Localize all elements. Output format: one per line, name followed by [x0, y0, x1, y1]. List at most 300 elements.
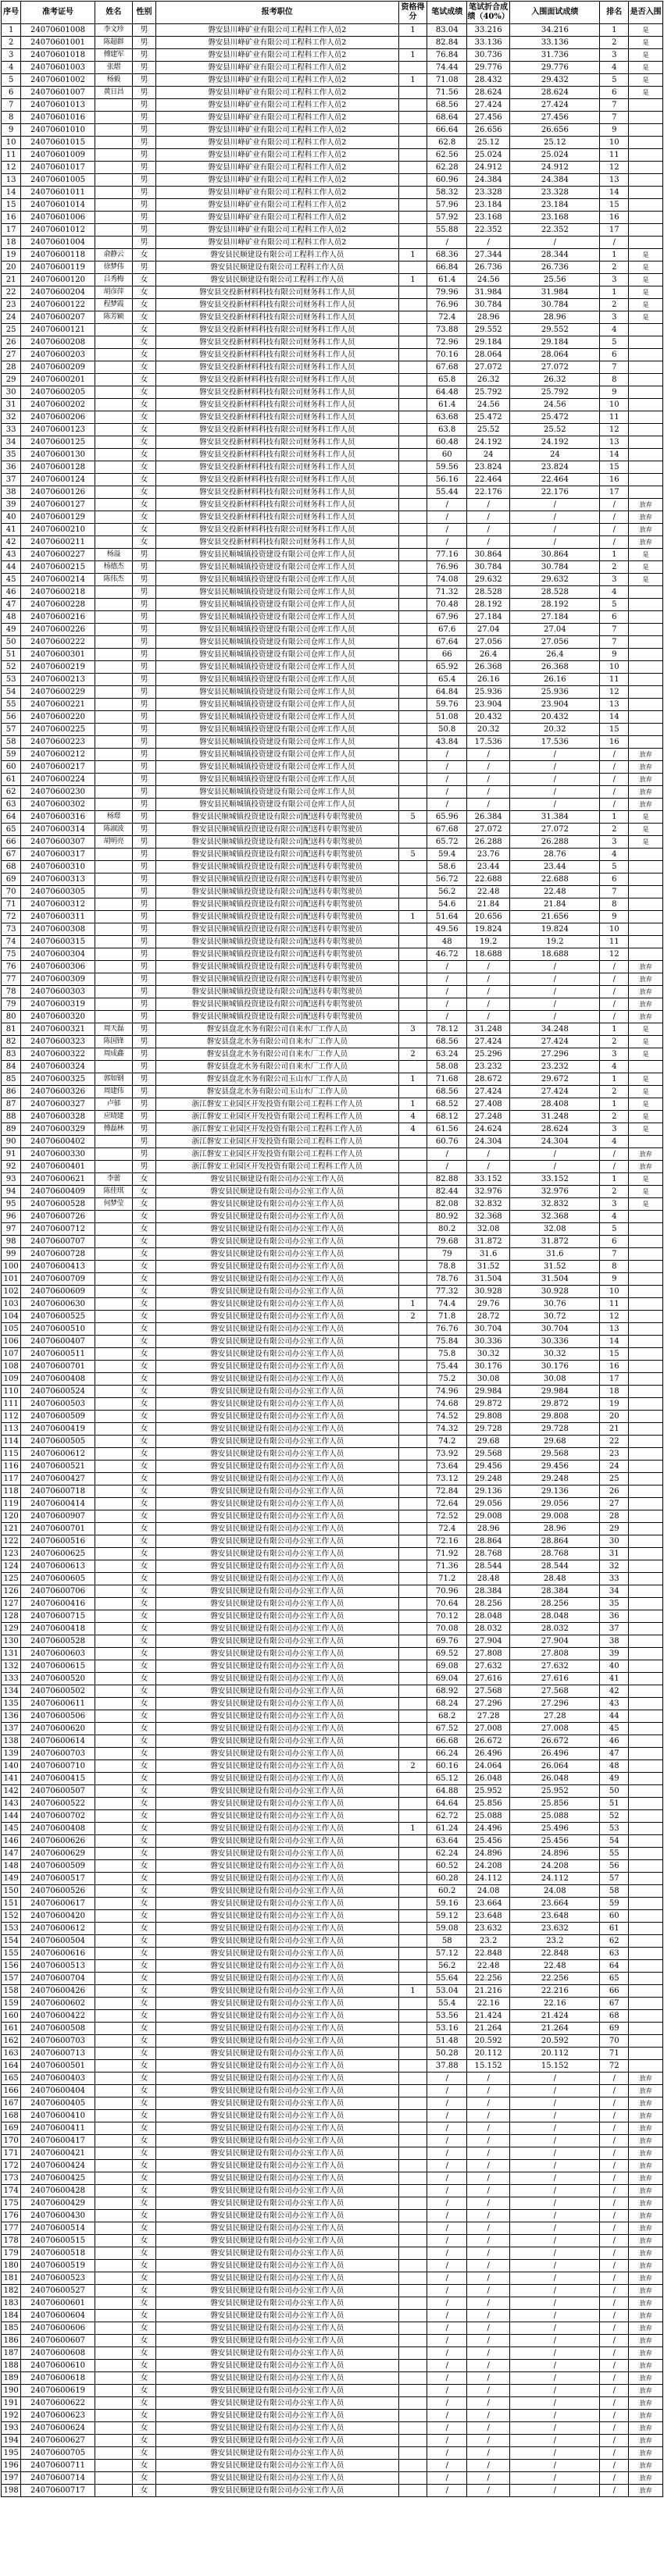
seq-cell: 182	[2, 2285, 21, 2297]
position-cell: 磐安县民顺建设有限公司办公室工作人员	[155, 1823, 398, 1835]
position-cell: 浙江磐安工业园区开发投资有限公司工程科工作人员	[155, 1111, 398, 1123]
bonus-cell	[398, 2147, 427, 2160]
seq-cell: 23	[2, 299, 21, 311]
exam-id-cell: 24070600208	[21, 336, 95, 349]
exam-id-cell: 24070600202	[21, 399, 95, 411]
bonus-cell	[398, 1610, 427, 1623]
written-weighted-cell: 27.344	[467, 249, 510, 262]
sex-cell: 男	[133, 1136, 156, 1148]
bonus-cell	[398, 1011, 427, 1023]
sex-cell: 女	[133, 274, 156, 286]
shortlisted-cell: 放弃	[629, 786, 663, 799]
name-cell	[95, 2410, 132, 2422]
exam-id-cell: 24070600514	[21, 2222, 95, 2235]
written-score-cell: 72.52	[427, 1510, 467, 1523]
position-cell: 磐安县民顺建设有限公司办公室工作人员	[155, 1673, 398, 1685]
shortlisted-cell: 放弃	[629, 1161, 663, 1173]
rank-cell: 9	[600, 386, 629, 399]
interview-score-cell: /	[510, 2160, 600, 2172]
exam-id-cell: 24070600520	[21, 1673, 95, 1685]
shortlisted-cell	[629, 336, 663, 349]
position-cell: 磐安县川峰矿业有限公司工程科工作人员2	[155, 87, 398, 99]
seq-cell: 193	[2, 2422, 21, 2435]
shortlisted-cell: 放弃	[629, 2485, 663, 2497]
name-cell	[95, 486, 132, 499]
position-cell: 磐安县盘北水务有限公司玉山水厂工作人员	[155, 1086, 398, 1098]
rank-cell: /	[600, 2410, 629, 2422]
interview-score-cell: 27.296	[510, 1698, 600, 1710]
sex-cell: 男	[133, 162, 156, 174]
table-row	[2, 574, 663, 586]
exam-id-cell: 24070600310	[21, 861, 95, 873]
interview-score-cell: 27.072	[510, 824, 600, 836]
sex-cell: 女	[133, 2435, 156, 2447]
sex-cell: 男	[133, 786, 156, 799]
interview-score-cell: /	[510, 774, 600, 786]
position-cell: 磐安县民顺城镇投资建设有限公司配送科专职驾驶员	[155, 849, 398, 861]
interview-score-cell: 31.872	[510, 1236, 600, 1248]
shortlisted-cell	[629, 386, 663, 399]
sex-cell: 男	[133, 124, 156, 137]
written-weighted-cell: /	[467, 2210, 510, 2222]
bonus-cell: 5	[398, 849, 427, 861]
interview-score-cell: 27.632	[510, 1660, 600, 1673]
exam-id-cell: 24070600404	[21, 2085, 95, 2097]
written-weighted-cell: 28.48	[467, 1573, 510, 1585]
exam-id-cell: 24070600216	[21, 611, 95, 624]
written-score-cell: 58	[427, 1935, 467, 1948]
written-weighted-cell: 24.56	[467, 399, 510, 411]
seq-cell: 2	[2, 37, 21, 49]
exam-id-cell: 24070600701	[21, 1523, 95, 1535]
sex-cell: 女	[133, 2010, 156, 2023]
position-cell: 磐安县民顺建设有限公司办公室工作人员	[155, 1623, 398, 1635]
rank-cell: /	[600, 2310, 629, 2322]
sex-cell: 女	[133, 1423, 156, 1436]
shortlisted-cell: 是	[629, 1123, 663, 1136]
sex-cell: 女	[133, 2235, 156, 2247]
seq-cell: 32	[2, 411, 21, 424]
seq-cell: 173	[2, 2172, 21, 2185]
table-row	[2, 2023, 663, 2035]
written-weighted-cell: 28.256	[467, 1598, 510, 1610]
position-cell: 磐安县民顺城镇投资建设有限公司仓库工作人员	[155, 661, 398, 674]
seq-cell: 183	[2, 2297, 21, 2310]
written-score-cell: /	[427, 511, 467, 524]
written-weighted-cell: /	[467, 2172, 510, 2185]
written-weighted-cell: 27.072	[467, 824, 510, 836]
exam-id-cell: 24070600207	[21, 311, 95, 324]
written-score-cell: 83.04	[427, 24, 467, 37]
exam-id-cell: 24070600428	[21, 2185, 95, 2197]
sex-cell: 女	[133, 1973, 156, 1985]
table-row	[2, 923, 663, 936]
written-weighted-cell: 29.552	[467, 324, 510, 336]
name-cell	[95, 1710, 132, 1723]
sex-cell: 男	[133, 624, 156, 636]
table-row	[2, 1148, 663, 1161]
written-weighted-cell: 19.824	[467, 923, 510, 936]
rank-cell: 16	[600, 736, 629, 749]
name-cell	[95, 2073, 132, 2085]
shortlisted-cell: 放弃	[629, 761, 663, 774]
seq-cell: 147	[2, 1848, 21, 1860]
position-cell: 磐安县川峰矿业有限公司工程科工作人员2	[155, 49, 398, 62]
written-score-cell: /	[427, 2147, 467, 2160]
position-cell: 磐安县民顺建设有限公司办公室工作人员	[155, 1873, 398, 1885]
seq-cell: 13	[2, 174, 21, 187]
rank-cell: 4	[600, 849, 629, 861]
name-cell	[95, 1011, 132, 1023]
seq-cell: 109	[2, 1373, 21, 1386]
table-row	[2, 1798, 663, 1810]
written-weighted-cell: 25.472	[467, 411, 510, 424]
position-cell: 磐安县民顺建设有限公司办公室工作人员	[155, 1198, 398, 1211]
bonus-cell	[398, 611, 427, 624]
shortlisted-cell	[629, 1211, 663, 1223]
position-cell: 磐安县民顺建设有限公司办公室工作人员	[155, 2310, 398, 2322]
exam-id-cell: 24070600517	[21, 1873, 95, 1885]
written-score-cell: 53.04	[427, 1985, 467, 1998]
written-weighted-cell: 25.856	[467, 1798, 510, 1810]
interview-score-cell: /	[510, 2435, 600, 2447]
name-cell	[95, 1798, 132, 1810]
table-row	[2, 274, 663, 286]
seq-cell: 12	[2, 162, 21, 174]
interview-score-cell: /	[510, 2447, 600, 2460]
written-score-cell: 59.56	[427, 461, 467, 474]
interview-score-cell: /	[510, 1161, 600, 1173]
shortlisted-cell: 放弃	[629, 986, 663, 998]
position-cell: 磐安县交投新材料科技有限公司财务科工作人员	[155, 286, 398, 299]
written-score-cell: 71.36	[427, 1560, 467, 1573]
position-cell: 磐安县民顺建设有限公司办公室工作人员	[155, 1885, 398, 1898]
interview-score-cell: 25.856	[510, 1798, 600, 1810]
written-weighted-cell: 31.6	[467, 1248, 510, 1261]
shortlisted-cell: 是	[629, 1173, 663, 1186]
table-row	[2, 1136, 663, 1148]
position-cell: 磐安县民顺建设有限公司办公室工作人员	[155, 2372, 398, 2385]
seq-cell: 138	[2, 1735, 21, 1748]
interview-score-cell: 29.728	[510, 1423, 600, 1436]
sex-cell: 女	[133, 1598, 156, 1610]
shortlisted-cell	[629, 1248, 663, 1261]
seq-cell: 28	[2, 361, 21, 374]
position-cell: 磐安县民顺城镇投资建设有限公司仓库工作人员	[155, 611, 398, 624]
position-cell: 磐安县民顺建设有限公司办公室工作人员	[155, 2135, 398, 2147]
sex-cell: 女	[133, 461, 156, 474]
rank-cell: 32	[600, 1560, 629, 1573]
written-weighted-cell: 27.568	[467, 1685, 510, 1698]
bonus-cell: 1	[398, 1298, 427, 1311]
name-cell: 周建伟	[95, 1086, 132, 1098]
bonus-cell	[398, 1698, 427, 1710]
position-cell: 磐安县民顺建设有限公司办公室工作人员	[155, 2272, 398, 2285]
exam-id-cell: 24070600611	[21, 1698, 95, 1710]
shortlisted-cell: 放弃	[629, 2247, 663, 2260]
interview-score-cell: 19.824	[510, 923, 600, 936]
written-score-cell: /	[427, 2385, 467, 2397]
position-cell: 磐安县民顺城镇投资建设有限公司配送科专职驾驶员	[155, 923, 398, 936]
name-cell	[95, 1635, 132, 1648]
written-weighted-cell: /	[467, 2222, 510, 2235]
sex-cell: 男	[133, 948, 156, 961]
sex-cell: 女	[133, 1560, 156, 1573]
seq-cell: 49	[2, 624, 21, 636]
name-cell	[95, 1648, 132, 1660]
seq-cell: 144	[2, 1810, 21, 1823]
written-weighted-cell: /	[467, 2235, 510, 2247]
interview-score-cell: 29.984	[510, 1386, 600, 1398]
name-cell: 李蕾	[95, 1173, 132, 1186]
seq-cell: 50	[2, 636, 21, 649]
shortlisted-cell	[629, 861, 663, 873]
bonus-cell	[398, 1473, 427, 1485]
interview-score-cell: 24.192	[510, 436, 600, 449]
written-score-cell: 60.52	[427, 1860, 467, 1873]
rank-cell: 43	[600, 1698, 629, 1710]
bonus-cell	[398, 2322, 427, 2335]
written-score-cell: 75.44	[427, 1361, 467, 1373]
seq-cell: 145	[2, 1823, 21, 1835]
written-score-cell: 69.04	[427, 1673, 467, 1685]
seq-cell: 128	[2, 1610, 21, 1623]
interview-score-cell: 28.048	[510, 1610, 600, 1623]
interview-score-cell: 23.184	[510, 199, 600, 212]
shortlisted-cell	[629, 1923, 663, 1935]
rank-cell: 1	[600, 549, 629, 561]
position-cell: 磐安县交投新材料科技有限公司财务科工作人员	[155, 536, 398, 549]
written-score-cell: 68.92	[427, 1685, 467, 1698]
rank-cell: 44	[600, 1710, 629, 1723]
sex-cell: 男	[133, 37, 156, 49]
bonus-cell: 5	[398, 811, 427, 824]
exam-id-cell: 24070600305	[21, 886, 95, 898]
interview-score-cell: /	[510, 2073, 600, 2085]
bonus-cell	[398, 761, 427, 774]
exam-id-cell: 24070600119	[21, 262, 95, 274]
rank-cell: 11	[600, 674, 629, 686]
name-cell: 张熠	[95, 62, 132, 74]
written-score-cell: /	[427, 2172, 467, 2185]
seq-cell: 36	[2, 461, 21, 474]
interview-score-cell: 23.232	[510, 1061, 600, 1073]
exam-id-cell: 24070600528	[21, 1635, 95, 1648]
sex-cell: 女	[133, 411, 156, 424]
interview-score-cell: 26.656	[510, 124, 600, 137]
table-row	[2, 1161, 663, 1173]
shortlisted-cell	[629, 1973, 663, 1985]
table-row	[2, 649, 663, 661]
shortlisted-cell	[629, 1760, 663, 1773]
sex-cell: 女	[133, 1648, 156, 1660]
written-weighted-cell: 25.296	[467, 1048, 510, 1061]
bonus-cell	[398, 1411, 427, 1423]
name-cell: 俞静云	[95, 249, 132, 262]
rank-cell: 51	[600, 1798, 629, 1810]
rank-cell: 9	[600, 1273, 629, 1286]
written-weighted-cell: 24.384	[467, 174, 510, 187]
position-cell: 磐安县民顺建设有限公司办公室工作人员	[155, 2235, 398, 2247]
written-weighted-cell: 25.52	[467, 424, 510, 436]
written-score-cell: /	[427, 786, 467, 799]
bonus-cell	[398, 336, 427, 349]
table-row	[2, 1398, 663, 1411]
rank-cell: /	[600, 973, 629, 986]
bonus-cell	[398, 574, 427, 586]
sex-cell: 女	[133, 299, 156, 311]
written-score-cell: /	[427, 2435, 467, 2447]
rank-cell: /	[600, 2335, 629, 2347]
rank-cell: 5	[600, 336, 629, 349]
name-cell	[95, 1361, 132, 1373]
interview-score-cell: 24.304	[510, 1136, 600, 1148]
rank-cell: 2	[600, 37, 629, 49]
interview-score-cell: 24.896	[510, 1848, 600, 1860]
sex-cell: 女	[133, 2185, 156, 2197]
bonus-cell	[398, 861, 427, 873]
position-cell: 磐安县民顺建设有限公司办公室工作人员	[155, 2122, 398, 2135]
sex-cell: 女	[133, 1223, 156, 1236]
exam-id-cell: 24070600215	[21, 561, 95, 574]
written-weighted-cell: /	[467, 2085, 510, 2097]
table-row	[2, 2110, 663, 2122]
rank-cell: 5	[600, 861, 629, 873]
bonus-cell	[398, 499, 427, 511]
exam-id-cell: 24070600501	[21, 2060, 95, 2073]
name-cell	[95, 2260, 132, 2272]
position-cell: 磐安县盘北水务有限公司自来水厂工作人员	[155, 1036, 398, 1048]
seq-cell: 140	[2, 1760, 21, 1773]
rank-cell: 3	[600, 49, 629, 62]
seq-cell: 188	[2, 2360, 21, 2372]
position-cell: 磐安县民顺建设有限公司办公室工作人员	[155, 2147, 398, 2160]
interview-score-cell: 25.12	[510, 137, 600, 149]
exam-id-cell: 24070600303	[21, 986, 95, 998]
seq-cell: 198	[2, 2485, 21, 2497]
written-weighted-cell: 28.72	[467, 1311, 510, 1323]
shortlisted-cell	[629, 636, 663, 649]
written-weighted-cell: 29.008	[467, 1510, 510, 1523]
position-cell: 磐安县民顺城镇投资建设有限公司仓库工作人员	[155, 774, 398, 786]
interview-score-cell: 24.112	[510, 1873, 600, 1885]
name-cell	[95, 499, 132, 511]
table-row	[2, 1386, 663, 1398]
shortlisted-cell	[629, 1535, 663, 1548]
bonus-cell	[398, 1735, 427, 1748]
sex-cell: 女	[133, 1673, 156, 1685]
rank-cell: 27	[600, 1498, 629, 1510]
sex-cell: 女	[133, 2397, 156, 2410]
written-score-cell: 61.24	[427, 1823, 467, 1835]
sex-cell: 男	[133, 24, 156, 37]
position-cell: 磐安县民顺城镇投资建设有限公司配送科专职驾驶员	[155, 911, 398, 923]
sex-cell: 女	[133, 2147, 156, 2160]
shortlisted-cell: 放弃	[629, 2172, 663, 2185]
exam-id-cell: 24070600508	[21, 2023, 95, 2035]
exam-id-cell: 24070600124	[21, 474, 95, 486]
exam-id-cell: 24070601011	[21, 187, 95, 199]
bonus-cell	[398, 2360, 427, 2372]
sex-cell: 女	[133, 1461, 156, 1473]
header-exam-id: 准考证号	[21, 2, 95, 24]
exam-id-cell: 24070600408	[21, 1373, 95, 1386]
bonus-cell	[398, 1810, 427, 1823]
exam-id-cell: 24070600618	[21, 2372, 95, 2385]
seq-cell: 37	[2, 474, 21, 486]
name-cell	[95, 1348, 132, 1361]
written-weighted-cell: 20.32	[467, 724, 510, 736]
written-weighted-cell: /	[467, 2110, 510, 2122]
shortlisted-cell	[629, 624, 663, 636]
sex-cell: 女	[133, 1785, 156, 1798]
written-score-cell: /	[427, 986, 467, 998]
shortlisted-cell	[629, 586, 663, 599]
shortlisted-cell: 是	[629, 1048, 663, 1061]
position-cell: 磐安县交投新材料科技有限公司财务科工作人员	[155, 449, 398, 461]
sex-cell: 女	[133, 1523, 156, 1535]
interview-score-cell: /	[510, 1148, 600, 1161]
exam-id-cell: 24070601016	[21, 112, 95, 124]
bonus-cell	[398, 1273, 427, 1286]
position-cell: 磐安县民顺城镇投资建设有限公司仓库工作人员	[155, 761, 398, 774]
sex-cell: 女	[133, 449, 156, 461]
bonus-cell	[398, 1423, 427, 1436]
table-row	[2, 2272, 663, 2285]
seq-cell: 123	[2, 1548, 21, 1560]
shortlisted-cell: 是	[629, 549, 663, 561]
written-weighted-cell: 22.48	[467, 1960, 510, 1973]
position-cell: 磐安县川峰矿业有限公司工程科工作人员2	[155, 112, 398, 124]
bonus-cell	[398, 1673, 427, 1685]
rank-cell: 8	[600, 374, 629, 386]
rank-cell: 20	[600, 1411, 629, 1423]
interview-score-cell: 28.624	[510, 1123, 600, 1136]
rank-cell: 18	[600, 1386, 629, 1398]
bonus-cell	[398, 399, 427, 411]
seq-cell: 34	[2, 436, 21, 449]
shortlisted-cell: 是	[629, 561, 663, 574]
table-row	[2, 524, 663, 536]
exam-id-cell: 24070600315	[21, 936, 95, 948]
table-row	[2, 149, 663, 162]
written-weighted-cell: 29.984	[467, 1386, 510, 1398]
rank-cell: 4	[600, 1136, 629, 1148]
written-score-cell: 72.4	[427, 1523, 467, 1535]
sex-cell: 女	[133, 1773, 156, 1785]
seq-cell: 102	[2, 1286, 21, 1298]
rank-cell: 50	[600, 1785, 629, 1798]
exam-id-cell: 24070600307	[21, 836, 95, 849]
position-cell: 磐安县民顺城镇投资建设有限公司配送科专职驾驶员	[155, 948, 398, 961]
shortlisted-cell: 放弃	[629, 536, 663, 549]
written-weighted-cell: 30.864	[467, 549, 510, 561]
written-score-cell: 64.48	[427, 386, 467, 399]
name-cell	[95, 1873, 132, 1885]
sex-cell: 女	[133, 424, 156, 436]
position-cell: 浙江磐安工业园区开发投资有限公司工程科工作人员	[155, 1098, 398, 1111]
name-cell	[95, 1298, 132, 1311]
rank-cell: 2	[600, 1036, 629, 1048]
shortlisted-cell	[629, 449, 663, 461]
table-row	[2, 611, 663, 624]
rank-cell: 57	[600, 1873, 629, 1885]
name-cell: 郭如钢	[95, 1073, 132, 1086]
exam-id-cell: 24070600206	[21, 411, 95, 424]
exam-id-cell: 24070600420	[21, 1910, 95, 1923]
sex-cell: 女	[133, 1548, 156, 1560]
written-weighted-cell: 22.352	[467, 224, 510, 237]
